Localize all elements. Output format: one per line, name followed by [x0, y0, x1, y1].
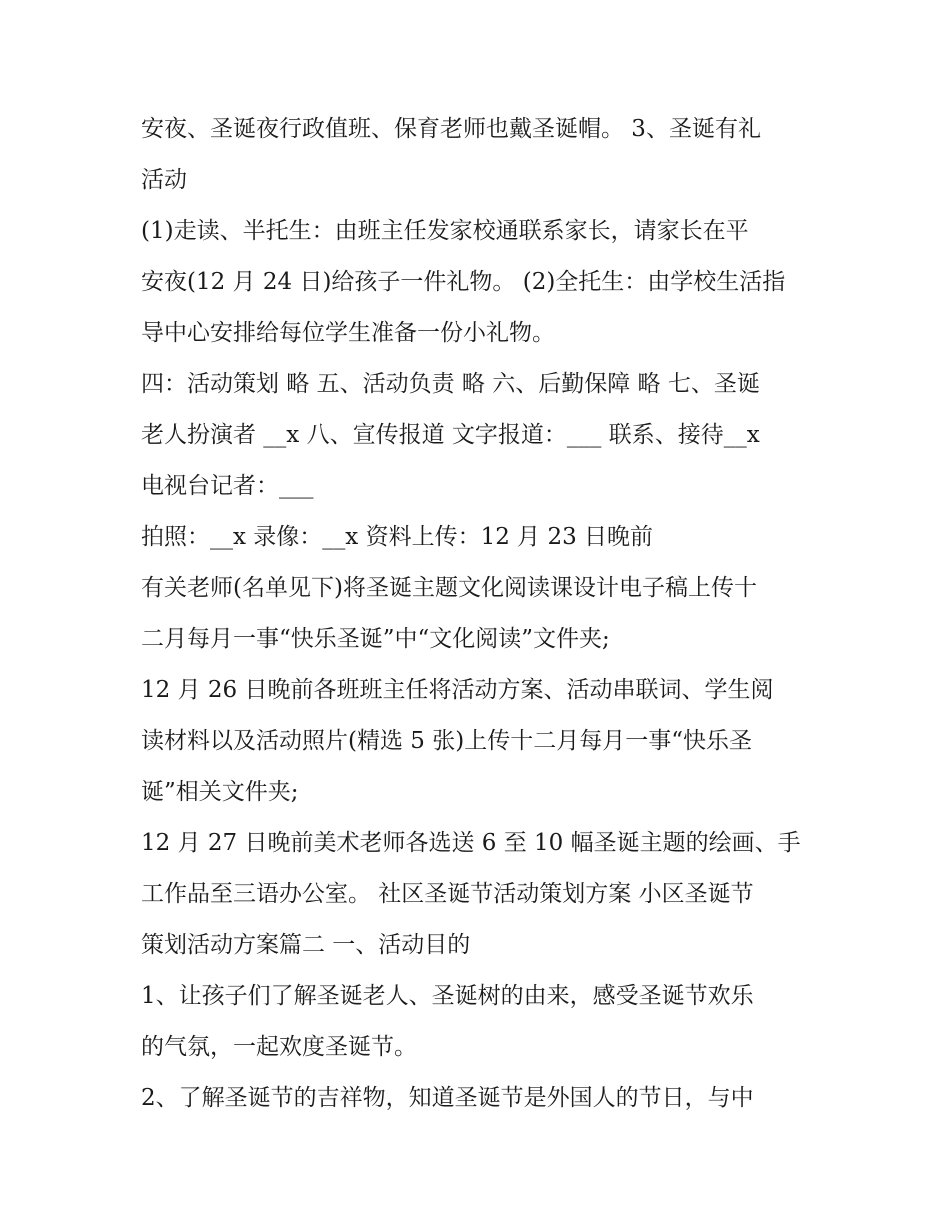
text-line: 工作品至三语办公室。 社区圣诞节活动策划方案 小区圣诞节 — [141, 881, 754, 907]
text-line: 诞”相关文件夹; — [141, 779, 299, 805]
text-line: 2、了解圣诞节的吉祥物，知道圣诞节是外国人的节日，与中 — [141, 1085, 754, 1111]
text-line: 拍照：__x 录像：__x 资料上传：12 月 23 日晚前 — [141, 524, 654, 550]
text-line: 导中心安排给每位学生准备一份小礼物。 — [141, 320, 555, 346]
text-line: 12 月 27 日晚前美术老师各选送 6 至 10 幅圣诞主题的绘画、手 — [141, 830, 801, 856]
text-line: 二月每月一事“快乐圣诞”中“文化阅读”文件夹; — [141, 626, 610, 652]
text-line: 安夜(12 月 24 日)给孩子一件礼物。 (2)全托生：由学校生活指 — [141, 269, 786, 295]
text-line: 12 月 26 日晚前各班班主任将活动方案、活动串联词、学生阅 — [141, 677, 774, 703]
text-line: 电视台记者：___ — [141, 473, 314, 499]
text-line: 读材料以及活动照片(精选 5 张)上传十二月每月一事“快乐圣 — [141, 728, 752, 754]
document-body — [141, 104, 811, 1124]
text-line: 有关老师(名单见下)将圣诞主题文化阅读课设计电子稿上传十 — [141, 575, 757, 601]
text-line: 四：活动策划 略 五、活动负责 略 六、后勤保障 略 七、圣诞 — [141, 371, 760, 397]
text-line: 1、让孩子们了解圣诞老人、圣诞树的由来，感受圣诞节欢乐 — [141, 983, 754, 1009]
text-line: 的气氛，一起欢度圣诞节。 — [141, 1034, 417, 1060]
text-line: 老人扮演者 __x 八、宣传报道 文字报道：___ 联系、接待__x — [141, 422, 760, 448]
text-line: 安夜、圣诞夜行政值班、保育老师也戴圣诞帽。 3、圣诞有礼 — [141, 116, 761, 142]
text-line: 活动 — [141, 167, 187, 193]
text-line: 策划活动方案篇二 一、活动目的 — [141, 932, 471, 958]
text-line: (1)走读、半托生：由班主任发家校通联系家长，请家长在平 — [141, 218, 749, 244]
